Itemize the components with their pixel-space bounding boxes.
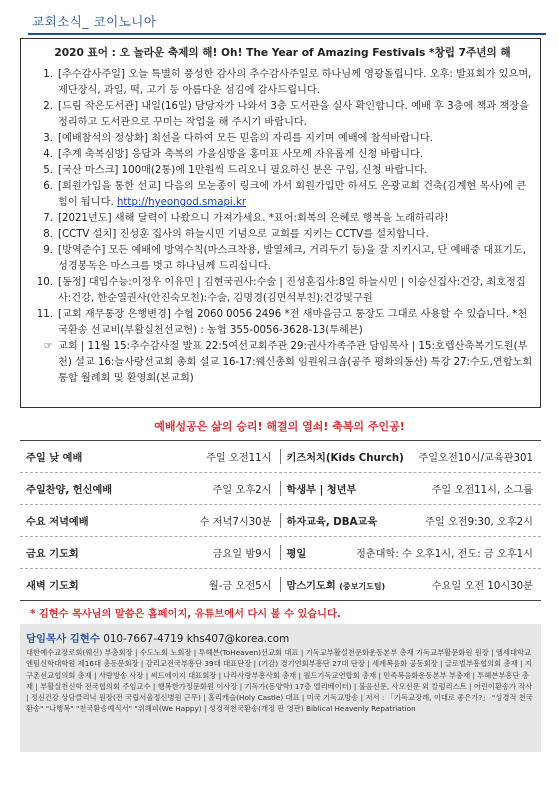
news-item-body: [2021년도] 새해 달력이 나왔으니 가져가세요. *표어:회복의 은혜로 행복을 노래하리라! [58,213,449,224]
news-item-number: 2. [43,101,53,112]
news-item-body: [국산 마스크] 100매(2통)에 1만원씩 드리오니 필요하신 분은 구입, 신청 바랍니다. [58,165,428,176]
news-item-text [58,179,534,211]
service-subname: (중보기도팀) [339,582,386,591]
pastor-label: 담임목사 김현수 [26,633,100,645]
news-item-number: ☞ [43,341,53,352]
pastor-bio: 대한예수교장로회(웨신) 부총회장 | 수도노회 노회장 | 투헤븐(ToHeaven)선교회 대표 | 기독교부활실천문화운동본부 총재 기독교부활문화원 원장 | 엠세대학교엔팀신학대학원 제16대 총동문회장 | 감리교전국부흥단 39대 대표단장 | (기감) 경기연회부흥단 27대 단장 | 세계복음화 공동회장 | 글로벌부흥협의회 총재 | 지구촌선교협의회 총재 | 사랑방송 사장 | 써드에이지 대표회장 | 나라사랑부흥사회 총재 | 월드기독교연합회 총재 | 민족복음화운동본부 부총재 | 투헤븐부흥단 총재 | 부활실천신학 전국협의회 주임교수 | 행복한가정문화원 이사장 | 기독가(동양학) 17층 엘리베이터) | 불음신문, 사모신문 외 칼럼리스트 | 어린이환송가 작사 | 정신건강 상담클리닉 원장(전 국립서울정신병원 근무) | 홀리캐슬(Holy Castle) 대표 | 미국 기독교방송 | 저서 : 「기독교장례, 이대로 좋은가?」 "성경적 천국환송" "나행복" "천국환송예식서" "위해피(We Happy) | 성경적천국환송(개정 판 영판) Biblical Heavenly Repatriation [26,648,533,714]
news-item-number: 11. [36,309,53,320]
schedule-cell [20,577,281,592]
header-divider [28,33,546,35]
news-item-body: [CCTV 설치] 진성훈 집사의 하늘시민 기념으로 교회를 지키는 CCTV를 설치합니다. [58,229,429,240]
news-item-text [58,307,534,339]
service-time: 수요일 오전 10시30분 [431,581,533,592]
pastor-contact: 010-7667-4719 khs407@korea.com [103,633,290,645]
schedule-row [20,473,541,505]
news-item-text [58,99,534,131]
news-item [31,67,534,99]
service-name [287,481,357,496]
service-name [26,577,79,592]
news-item-text [58,211,534,227]
news-title: 2020 표어 : 오 놀라운 축제의 해! Oh! The Year of Amazing Festivals *창립 7주년의 해 [54,47,511,59]
news-item-text [58,243,534,275]
worship-schedule-table [20,440,541,601]
news-item-text [58,147,534,163]
news-item-number: 7. [43,213,53,224]
news-item [31,227,534,243]
news-item-text [58,67,534,99]
service-name [287,545,307,560]
news-item-body: 교회 | 11월 15:추수감사절 발표 22:5여선교회주관 29:권사가족주관 담임목사 | 15:호렙산축복기도원(부천) 설교 16:늘사랑선교회 총회 설교 16-17:웨신총회 임원워크숍(공주 평화의동산) 특강 27:수도,연합노회 통합 월례회 및 환영회(본교회) [58,341,533,384]
news-item-number: 3. [43,133,53,144]
service-time: 금요일 밤9시 [212,549,272,560]
motto: 예배성공은 삶의 승리! 해결의 열쇠! 축복의 주인공! [154,420,405,433]
service-name [287,513,378,528]
service-name-text: 평일 [286,549,307,560]
news-item-number: 4. [43,149,53,160]
service-time: 정춘대학: 수 오후1시, 전도: 금 오후1시 [355,549,533,560]
news-item-body: [드림 작은도서관] 내일(16일) 담당자가 나와서 3층 도서관을 실사 확인합니다. 예배 후 3층에 책과 책장을 정리하고 도서관으로 꾸미는 작업을 해 주시기 바랍니다. [58,101,529,128]
news-item-text [58,339,534,387]
news-item-number: 9. [43,245,53,256]
news-item-text [58,227,534,243]
service-time: 주일 오후2시 [212,485,272,496]
news-box [20,38,541,408]
news-item [31,99,534,131]
page-header-title: 교회소식_ 코이노니아 [32,14,157,29]
news-item-body: [동정] 대입수능:이정우 이유민 | 김현국권사:수술 | 진성훈집사:8일 하늘시민 | 이승신집사:건강, 최호정집사:건강, 한순열권사(안진숙모친):수술, 김명경(김면석부친):건강및구원 [58,277,526,304]
news-item-text [58,275,534,307]
schedule-cell [20,449,281,464]
service-name-text: 맘스기도회 [286,581,336,592]
service-name-text: 금요 기도회 [26,549,79,560]
service-name [287,449,404,464]
service-name [26,449,82,464]
schedule-cell [20,545,281,560]
service-time: 주일 오전9:30, 오후2시 [425,517,533,528]
news-item [31,147,534,163]
news-item [31,339,534,387]
schedule-row [20,569,541,600]
news-item [31,131,534,147]
schedule-cell [20,513,281,528]
schedule-cell [281,449,542,464]
service-time: 주일오전10시/교육관301 [418,453,533,464]
news-item-number: 5. [43,165,53,176]
schedule-cell [281,545,542,560]
service-time: 주일 오전11시, 소그룹 [431,485,533,496]
service-name [26,545,79,560]
service-name [26,513,89,528]
news-item-body: [교회 재무통장 은행변경] 수협 2060 0056 2496 *전 새마을금고 통장도 그대로 사용할 수 있습니다. *천국환송 선교비(부활실천선교헌) : 농협 355-0056-3628-13(투헤븐) [58,309,528,336]
service-name-text: 새벽 기도회 [26,581,79,592]
news-item-body: [방역준수] 모든 예배에 방역수칙(마스크착용, 발열체크, 거리두기 등)을 잘 지키시고, 단 예배중 대표기도, 성경봉독은 마스크를 벗고 하나님께 드리십니다. [58,245,526,272]
service-time: 주일 오전11시 [206,453,272,464]
service-name-text: 주일찬양, 헌신예배 [26,485,113,496]
service-name-text: 수요 저녁예배 [26,517,89,528]
news-item-body: [추계 축복심방] 응답과 축복의 가을심방을 홍미표 사모께 자유롭게 신청 바랍니다. [58,149,424,160]
service-name [26,481,112,496]
schedule-cell [281,577,542,592]
schedule-cell [281,481,542,496]
schedule-row [20,505,541,537]
service-name-text: 학생부 | 청년부 [286,485,357,496]
schedule-cell [281,513,542,528]
news-item-text [58,131,534,147]
news-item [31,307,534,339]
schedule-row [20,537,541,569]
news-item-number: 8. [43,229,53,240]
service-name-text: 주일 낮 예배 [26,453,83,464]
service-name-text: 키즈처치(Kids Church) [286,453,404,464]
pastor-profile [20,624,541,752]
sermon-note: * 김현수 목사님의 말씀은 홈페이지, 유튜브에서 다시 볼 수 있습니다. [30,609,341,620]
registration-link[interactable]: http://hyeongod.smapi.kr [116,197,247,208]
service-time: 월-금 오전5시 [208,581,272,592]
news-item-number: 1. [43,69,53,80]
news-item [31,211,534,227]
schedule-row [20,441,541,473]
news-item-body: [회원가입을 통한 선교] 다음의 모눈종이 링크에 가서 회원가입만 하셔도 은광교회 건축(김계현 목사)에 큰 힘이 됩니다. [58,181,527,208]
news-item [31,179,534,211]
schedule-cell [20,481,281,496]
service-name [287,577,386,592]
news-item-number: 6. [43,181,53,192]
news-item-number: 10. [36,277,53,288]
news-item-body: [추수감사주일] 오늘 특별히 풍성한 감사의 추수감사주일로 하나님께 영광돌립니다. 오후: 발표회가 있으며, 제단장식, 과일, 떡, 고기 등 아름다운 섬김에 감사드립니다. [58,69,532,96]
service-time: 수 저녁7시30분 [199,517,272,528]
news-item [31,275,534,307]
pastor-title [26,630,535,645]
news-item [31,243,534,275]
news-item [31,163,534,179]
news-item-body: [예배참석의 정상화] 최선을 다하여 모든 믿음의 자리를 지키며 예배에 참석바랍니다. [58,133,433,144]
news-list [31,67,534,387]
news-item-text [58,163,534,179]
service-name-text: 하자교육, DBA교육 [286,517,378,528]
